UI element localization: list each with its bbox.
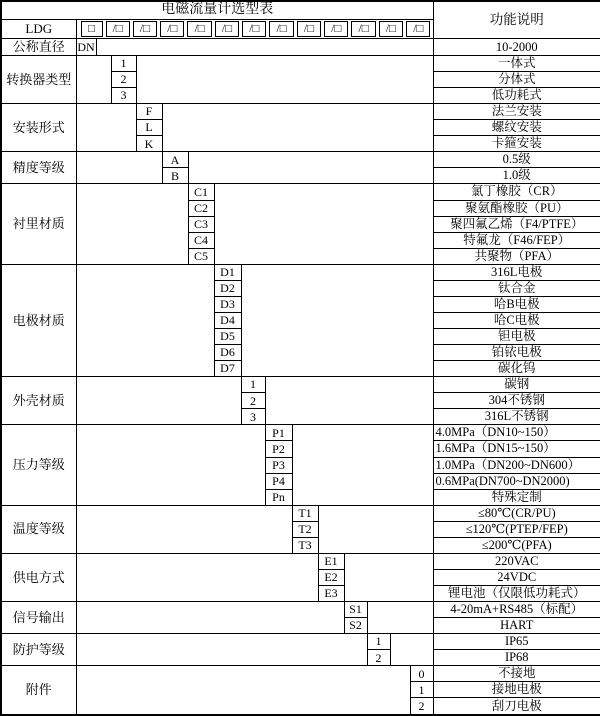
option-desc: 聚四氟乙烯（F4/PTFE）	[433, 216, 600, 232]
option-code: C4	[188, 232, 214, 248]
empty-cell	[76, 184, 188, 264]
option-code: P2	[265, 441, 292, 457]
option-desc: 碳化钨	[433, 361, 600, 377]
option-desc: 接地电极	[433, 682, 600, 698]
empty-cell	[76, 152, 162, 184]
section-label: 外壳材质	[1, 377, 76, 425]
model-code-boxes-row	[77, 20, 433, 38]
option-desc: 304不锈钢	[433, 393, 600, 409]
option-code: DN	[77, 39, 95, 54]
option-desc: 316L不锈钢	[433, 409, 600, 425]
empty-cell	[188, 152, 433, 184]
option-desc: ≤120℃(PTEP/FEP)	[433, 521, 600, 537]
option-desc: 0.5级	[433, 152, 600, 168]
empty-cell	[76, 602, 344, 634]
section-label: 安装形式	[1, 104, 76, 152]
option-code: A	[162, 152, 188, 168]
empty-cell	[76, 505, 292, 553]
option-code: T2	[292, 521, 318, 537]
option-code: D4	[214, 312, 241, 328]
section-label: 防护等级	[1, 634, 76, 666]
option-desc: 碳钢	[433, 377, 600, 393]
section-label: 温度等级	[1, 505, 76, 553]
section-label: 电极材质	[1, 264, 76, 376]
option-desc: 0.6MPa(DN700~DN2000)	[433, 473, 600, 489]
option-code: 3	[111, 88, 136, 104]
option-desc: 4-20mA+RS485（标配）	[433, 602, 600, 618]
option-code: P4	[265, 473, 292, 489]
option-desc: 刮刀电极	[433, 698, 600, 715]
section-label: 压力等级	[1, 425, 76, 505]
option-code: D7	[214, 361, 241, 377]
option-desc: 氯丁橡胶（CR）	[433, 184, 600, 200]
option-desc: 分体式	[433, 72, 600, 88]
option-code: 1	[241, 377, 265, 393]
section-label-diameter: 公称直径	[1, 39, 76, 56]
option-desc: IP65	[433, 634, 600, 650]
option-code: 2	[111, 72, 136, 88]
option-code: C1	[188, 184, 214, 200]
option-code: B	[162, 168, 188, 184]
empty-cell	[241, 264, 433, 376]
empty-cell	[76, 55, 111, 103]
model-prefix: LDG	[1, 19, 76, 38]
option-desc: 法兰安装	[433, 104, 600, 120]
option-code: 1	[410, 682, 433, 698]
empty-cell	[76, 377, 241, 425]
option-desc: 哈B电极	[433, 296, 600, 312]
model-slot-box: /□	[133, 21, 157, 37]
option-code: D1	[214, 264, 241, 280]
model-slot-box: /□	[269, 21, 293, 37]
model-code-boxes	[76, 19, 433, 38]
option-desc: 钛合金	[433, 280, 600, 296]
option-desc: 特氟龙（F46/FEP）	[433, 232, 600, 248]
option-desc: 316L电极	[433, 264, 600, 280]
empty-cell	[96, 39, 433, 56]
option-code: C5	[188, 248, 214, 264]
option-code: 3	[241, 409, 265, 425]
option-code: C3	[188, 216, 214, 232]
model-slot-box: /□	[242, 21, 266, 37]
option-code: F	[136, 104, 162, 120]
option-code: 2	[410, 698, 433, 715]
page-title: 电磁流量计选型表	[1, 1, 433, 19]
option-desc: 低功耗式	[433, 88, 600, 104]
model-slot-box: /□	[215, 21, 239, 37]
model-slot-box: /□	[324, 21, 348, 37]
option-desc: 锂电池（仅限低功耗式）	[433, 586, 600, 602]
option-desc: 10-2000	[433, 39, 600, 56]
section-label: 转换器类型	[1, 55, 76, 103]
option-code: E3	[318, 586, 344, 602]
option-desc: 220VAC	[433, 553, 600, 569]
option-code: L	[136, 120, 162, 136]
model-slot-box: /□	[106, 21, 130, 37]
option-desc: 4.0MPa（DN10~150）	[433, 425, 600, 441]
empty-cell	[136, 55, 433, 103]
section-label: 衬里材质	[1, 184, 76, 264]
model-slot-box: /□	[351, 21, 375, 37]
option-code: D5	[214, 329, 241, 345]
empty-cell	[76, 666, 410, 715]
empty-cell	[367, 602, 433, 634]
option-desc: 哈C电极	[433, 312, 600, 328]
option-desc: 不接地	[433, 666, 600, 682]
empty-cell	[318, 505, 433, 553]
option-desc: 螺纹安装	[433, 120, 600, 136]
option-code: 1	[367, 634, 390, 650]
option-desc: ≤200℃(PFA)	[433, 537, 600, 553]
empty-cell	[162, 104, 433, 152]
option-desc: 1.6MPa（DN15~150）	[433, 441, 600, 457]
section-label: 供电方式	[1, 553, 76, 601]
option-code: D3	[214, 296, 241, 312]
option-desc: 一体式	[433, 55, 600, 71]
model-checkbox: □	[81, 21, 103, 37]
section-label: 精度等级	[1, 152, 76, 184]
option-code: S2	[344, 618, 367, 634]
section-label: 信号输出	[1, 602, 76, 634]
empty-cell	[265, 377, 433, 425]
option-desc: 铂铱电极	[433, 345, 600, 361]
option-code: C2	[188, 200, 214, 216]
empty-cell	[214, 184, 433, 264]
option-desc: 钽电极	[433, 329, 600, 345]
option-desc: ≤80℃(CR/PU)	[433, 505, 600, 521]
section-label: 附件	[1, 666, 76, 715]
empty-cell	[76, 634, 367, 666]
option-desc: 24VDC	[433, 569, 600, 585]
empty-cell	[76, 553, 318, 601]
empty-cell	[344, 553, 433, 601]
empty-cell	[76, 104, 136, 152]
option-code: D2	[214, 280, 241, 296]
model-slot-box: /□	[160, 21, 184, 37]
option-desc: 1.0级	[433, 168, 600, 184]
option-code: S1	[344, 602, 367, 618]
option-code: 2	[241, 393, 265, 409]
option-desc: 聚氨酯橡胶（PU）	[433, 200, 600, 216]
option-desc: 1.0MPa（DN200~DN600）	[433, 457, 600, 473]
option-code: P3	[265, 457, 292, 473]
option-code: 2	[367, 650, 390, 666]
option-code: Pn	[265, 489, 292, 505]
option-code: E1	[318, 553, 344, 569]
option-desc: 特殊定制	[433, 489, 600, 505]
option-code: K	[136, 136, 162, 152]
option-code: D6	[214, 345, 241, 361]
model-slot-box: /□	[406, 21, 430, 37]
option-code: P1	[265, 425, 292, 441]
option-desc: 卡箍安装	[433, 136, 600, 152]
model-slot-box: /□	[187, 21, 211, 37]
model-slot-box: /□	[297, 21, 321, 37]
option-code: 1	[111, 55, 136, 71]
empty-cell	[76, 425, 265, 505]
empty-cell	[390, 634, 433, 666]
option-code: T3	[292, 537, 318, 553]
option-code: 0	[410, 666, 433, 682]
option-desc: IP68	[433, 650, 600, 666]
empty-cell	[292, 425, 433, 505]
empty-cell	[76, 264, 214, 376]
option-code: E2	[318, 569, 344, 585]
option-desc: 共聚物（PFA）	[433, 248, 600, 264]
option-code: T1	[292, 505, 318, 521]
model-slot-box: /□	[379, 21, 403, 37]
option-desc: HART	[433, 618, 600, 634]
function-column-header: 功能说明	[433, 1, 600, 39]
